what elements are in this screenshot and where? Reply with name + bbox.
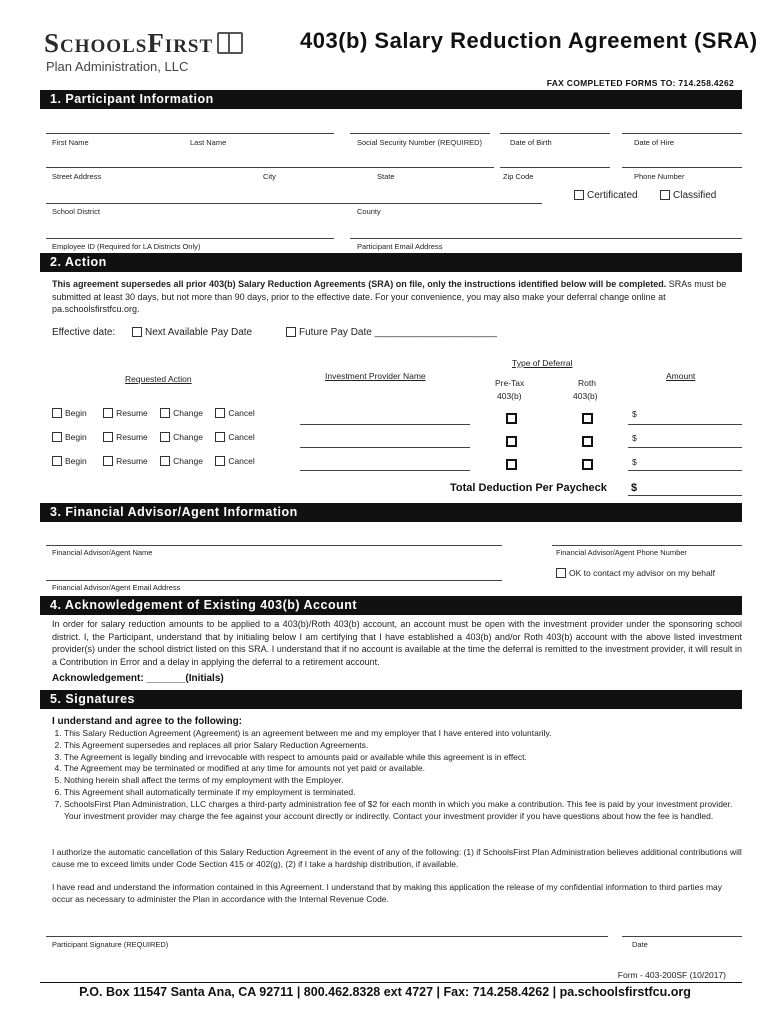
term-item: 7. SchoolsFirst Plan Administration, LLC charges a third-party administration fee of $2 for each month in which you make a contribution. This fee is paid by your investment provider. Your investment provider may charge the fee against your account directly or indirectly. Contact your investment provider if you have questions about how the fee is handled. <box>64 799 742 823</box>
hire-date-label: Date of Hire <box>634 138 675 147</box>
street-label: Street Address <box>52 172 102 181</box>
dob-label: Date of Birth <box>510 138 552 147</box>
begin-checkbox[interactable] <box>52 456 62 466</box>
certificated-option[interactable]: Certificated <box>574 190 638 201</box>
action-row-2: Begin Resume Change Cancel <box>52 432 255 442</box>
requested-action-header: Requested Action <box>125 374 192 384</box>
zip-field[interactable] <box>500 167 610 168</box>
next-pay-checkbox[interactable] <box>132 327 142 337</box>
footer-divider <box>40 982 742 983</box>
address-field[interactable] <box>46 167 494 168</box>
action-row-1: Begin Resume Change Cancel <box>52 408 255 418</box>
amount-header: Amount <box>666 371 696 381</box>
first-last-name-field[interactable] <box>46 133 334 134</box>
pretax-checkbox-3[interactable] <box>506 459 517 470</box>
future-pay-checkbox[interactable] <box>286 327 296 337</box>
ssn-label: Social Security Number (REQUIRED) <box>357 138 483 147</box>
pretax-header: Pre-Tax <box>495 378 525 388</box>
section-2-header: 2. Action <box>40 253 742 272</box>
future-pay-option[interactable]: Future Pay Date ______________________ <box>286 327 497 338</box>
city-label: City <box>263 172 276 181</box>
resume-checkbox[interactable] <box>103 456 113 466</box>
first-name-label: First Name <box>52 138 89 147</box>
amount-dollar-1: $ <box>632 409 637 419</box>
resume-checkbox[interactable] <box>103 432 113 442</box>
signature-date-field[interactable] <box>622 936 742 937</box>
total-deduction-label: Total Deduction Per Paycheck <box>450 482 607 494</box>
change-checkbox[interactable] <box>160 408 170 418</box>
section-5-header: 5. Signatures <box>40 690 742 709</box>
term-item: 4. The Agreement may be terminated or modified at any time for amounts not yet paid or available. <box>64 763 742 775</box>
fax-instruction: FAX COMPLETED FORMS TO: 714.258.4262 <box>546 78 734 88</box>
last-name-label: Last Name <box>190 138 227 147</box>
provider-field-2[interactable] <box>300 447 470 448</box>
email-field[interactable] <box>350 238 742 239</box>
roth-header: Roth <box>578 378 596 388</box>
resume-checkbox[interactable] <box>103 408 113 418</box>
terms-list <box>52 728 742 822</box>
pretax-checkbox-1[interactable] <box>506 413 517 424</box>
acknowledgement-initials[interactable]: Acknowledgement: _______(Initials) <box>52 673 224 684</box>
employee-id-field[interactable] <box>46 238 334 239</box>
hire-date-field[interactable] <box>622 133 742 134</box>
advisor-email-label: Financial Advisor/Agent Email Address <box>52 583 181 592</box>
cancel-checkbox[interactable] <box>215 456 225 466</box>
amount-field-2[interactable] <box>628 447 742 448</box>
term-item: 5. Nothing herein shall affect the terms of my employment with the Employer. <box>64 775 742 787</box>
section-1-header: 1. Participant Information <box>40 90 742 109</box>
ok-contact-option[interactable]: OK to contact my advisor on my behalf <box>556 568 715 578</box>
amount-dollar-3: $ <box>632 457 637 467</box>
roth-checkbox-1[interactable] <box>582 413 593 424</box>
provider-name-header: Investment Provider Name <box>325 371 426 381</box>
advisor-email-field[interactable] <box>46 580 502 581</box>
footer-contact: P.O. Box 11547 Santa Ana, CA 92711 | 800.462.8328 ext 4727 | Fax: 714.258.4262 | pa.schoolsfirstfcu.org <box>79 985 691 999</box>
term-item: 3. The Agreement is legally binding and irrevocable with respect to amounts paid or available while this agreement is in effect. <box>64 752 742 764</box>
effective-date-label: Effective date: <box>52 327 116 338</box>
action-row-3: Begin Resume Change Cancel <box>52 456 255 466</box>
logo-subtitle: Plan Administration, LLC <box>46 59 189 74</box>
section-3-header: 3. Financial Advisor/Agent Information <box>40 503 742 522</box>
advisor-phone-label: Financial Advisor/Agent Phone Number <box>556 548 687 557</box>
employee-id-label: Employee ID (Required for LA Districts Only) <box>52 242 201 251</box>
begin-checkbox[interactable] <box>52 408 62 418</box>
acknowledgement-read-text: I have read and understand the information contained in this Agreement. I understand that by making this application the release of my confidential information to third parties may occur as necessary to administer the Plan in accordance with the Internal Revenue Code. <box>52 882 723 904</box>
term-item: 1. This Salary Reduction Agreement (Agreement) is an agreement between me and my employer that I have entered into voluntarily. <box>64 728 742 740</box>
acknowledgement-body: In order for salary reduction amounts to be applied to a 403(b)/Roth 403(b) account, an account must be open with the investment provider under the sponsoring school district. I, the Participant, understand that by initialing below I am certifying that I have established a 403(b) and/or Roth 403(b) account with the above listed investment provider(s) under the school district listed on this SRA. I understand that if no account is available at the time the deferral is remitted to the investment provider, it will result in a Contribution in Error and a delay in applying the deferral to a retirement account. <box>52 619 742 667</box>
cancel-checkbox[interactable] <box>215 408 225 418</box>
certificated-checkbox[interactable] <box>574 190 584 200</box>
amount-field-3[interactable] <box>628 470 742 471</box>
county-label: County <box>357 207 381 216</box>
dob-field[interactable] <box>500 133 610 134</box>
roth-checkbox-3[interactable] <box>582 459 593 470</box>
amount-dollar-2: $ <box>632 433 637 443</box>
classified-option[interactable]: Classified <box>660 190 716 201</box>
district-label: School District <box>52 207 100 216</box>
advisor-phone-field[interactable] <box>552 545 742 546</box>
change-checkbox[interactable] <box>160 456 170 466</box>
total-dollar: $ <box>631 482 638 494</box>
district-county-field[interactable] <box>46 203 542 204</box>
ssn-field[interactable] <box>350 133 490 134</box>
pretax-checkbox-2[interactable] <box>506 436 517 447</box>
pretax-header-2: 403(b) <box>497 391 522 401</box>
classified-checkbox[interactable] <box>660 190 670 200</box>
term-item: 6. This Agreement shall automatically terminate if my employment is terminated. <box>64 787 742 799</box>
roth-header-2: 403(b) <box>573 391 598 401</box>
phone-field[interactable] <box>622 167 742 168</box>
term-item: 2. This Agreement supersedes and replaces all prior Salary Reduction Agreements. <box>64 740 742 752</box>
zip-label: Zip Code <box>503 172 534 181</box>
form-number: Form - 403-200SF (10/2017) <box>617 970 726 980</box>
total-field[interactable] <box>628 495 742 496</box>
company-logo: SchoolsFirst <box>44 28 243 59</box>
advisor-name-label: Financial Advisor/Agent Name <box>52 548 153 557</box>
ok-contact-checkbox[interactable] <box>556 568 566 578</box>
provider-field-1[interactable] <box>300 424 470 425</box>
action-intro: This agreement supersedes all prior 403(b) Salary Reduction Agreements (SRA) on file, only the instructions identified below will be completed. SRAs must be submitted at least 30 days, but not more than 90 days, prior to the effective date. For your convenience, you may also make your deferral change online at pa.schoolsfirstfcu.org. <box>52 279 727 314</box>
email-label: Participant Email Address <box>357 242 443 251</box>
form-title: 403(b) Salary Reduction Agreement (SRA) <box>300 28 758 53</box>
amount-field-1[interactable] <box>628 424 742 425</box>
begin-checkbox[interactable] <box>52 432 62 442</box>
advisor-name-field[interactable] <box>46 545 502 546</box>
next-pay-option[interactable]: Next Available Pay Date <box>132 327 252 338</box>
cancel-checkbox[interactable] <box>215 432 225 442</box>
book-icon <box>217 32 243 54</box>
change-checkbox[interactable] <box>160 432 170 442</box>
signatures-lead: I understand and agree to the following: <box>52 716 243 727</box>
signature-field[interactable] <box>46 936 608 937</box>
roth-checkbox-2[interactable] <box>582 436 593 447</box>
state-label: State <box>377 172 395 181</box>
authorization-text: I authorize the automatic cancellation of this Salary Reduction Agreement in the event of any of the following: (1) if SchoolsFirst Plan Administration believes additional contributions will cause me to exceed limits under Code Section 415 or 402(g), (2) if I take a hardship distribution, if available. <box>52 847 742 869</box>
phone-label: Phone Number <box>634 172 685 181</box>
section-4-header: 4. Acknowledgement of Existing 403(b) Account <box>40 596 742 615</box>
signature-date-label: Date <box>632 940 648 949</box>
signature-label: Participant Signature (REQUIRED) <box>52 940 169 949</box>
type-deferral-header: Type of Deferral <box>512 358 573 368</box>
provider-field-3[interactable] <box>300 470 470 471</box>
